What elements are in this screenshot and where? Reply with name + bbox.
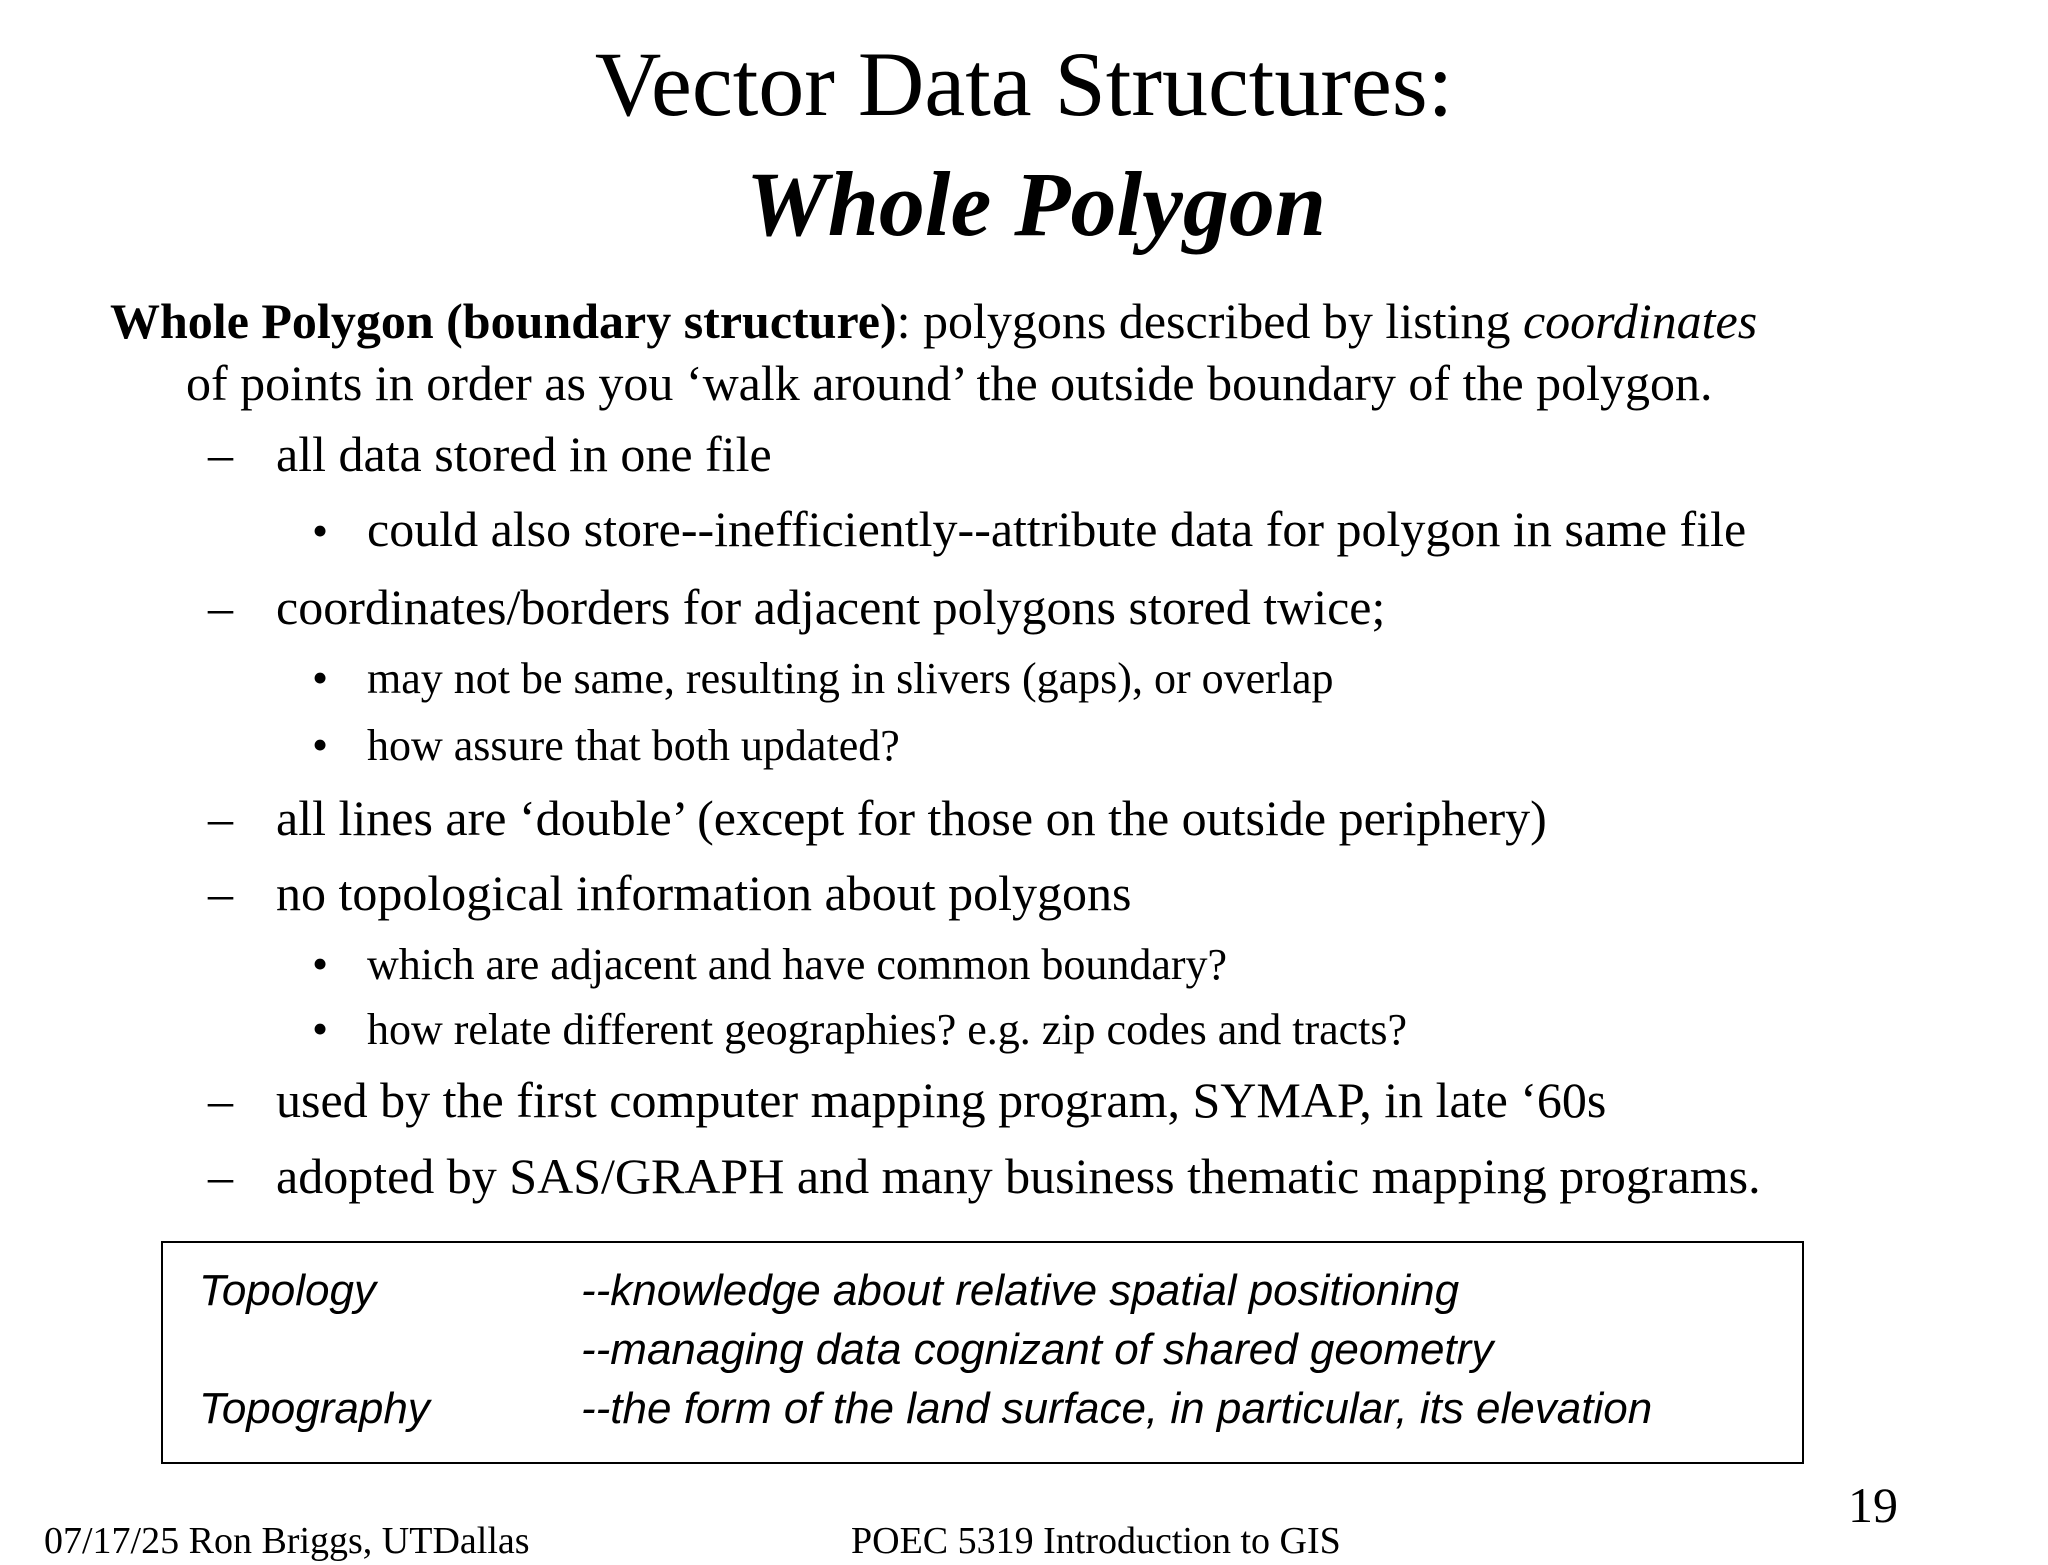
sub-list-item-text: which are adjacent and have common boundary? — [367, 940, 1228, 989]
bullet-marker: • — [312, 938, 329, 989]
footer-date-author: 07/17/25 Ron Briggs, UTDallas — [44, 1520, 530, 1562]
intro-emphasis: coordinates — [1522, 293, 1758, 349]
list-item — [208, 579, 1386, 635]
list-item-text: adopted by SAS/GRAPH and many business thematic mapping programs. — [276, 1148, 1761, 1204]
dash-marker: – — [208, 426, 233, 482]
bullet-marker: • — [312, 652, 329, 703]
slide-title: Vector Data Structures: — [594, 33, 1454, 135]
bullet-marker: • — [312, 1003, 329, 1054]
list-item-text: all lines are ‘double’ (except for those on the outside periphery) — [276, 790, 1547, 846]
sub-list-item-text: how assure that both updated? — [367, 721, 900, 770]
sub-list-item-text: may not be same, resulting in slivers (gaps), or overlap — [367, 654, 1334, 703]
dash-marker: – — [208, 1072, 233, 1128]
dash-marker: – — [208, 865, 233, 921]
list-item — [208, 426, 772, 482]
list-item-text: all data stored in one file — [276, 426, 772, 482]
sub-list-item — [312, 501, 1747, 557]
intro-text-b: of points in order as you ‘walk around’ the outside boundary of the polygon. — [186, 355, 1713, 411]
definition-text: --the form of the land surface, in particular, its elevation — [581, 1384, 1653, 1433]
intro-paragraph — [110, 290, 2010, 414]
page-number: 19 — [1848, 1477, 1898, 1533]
sub-list-item — [312, 719, 900, 770]
footer-course: POEC 5319 Introduction to GIS — [851, 1520, 1341, 1562]
dash-marker: – — [208, 1148, 233, 1204]
sub-list-item-text: how relate different geographies? e.g. zip codes and tracts? — [367, 1005, 1408, 1054]
bullet-marker: • — [312, 719, 329, 770]
intro-text-a: : polygons described by listing — [896, 293, 1523, 349]
list-item — [208, 1148, 1761, 1204]
list-item — [208, 790, 1547, 846]
intro-term: Whole Polygon (boundary structure) — [110, 293, 897, 349]
definition-text: --managing data cognizant of shared geometry — [581, 1325, 1494, 1374]
list-item-text: no topological information about polygons — [276, 865, 1132, 921]
sub-list-item — [312, 938, 1228, 989]
definition-text: --knowledge about relative spatial positioning — [581, 1266, 1460, 1315]
sub-list-item — [312, 652, 1334, 703]
bullet-marker: • — [312, 505, 329, 556]
definition-term-topology: Topology — [199, 1266, 376, 1315]
list-item — [208, 1072, 1607, 1128]
sub-list-item-text: could also store--inefficiently--attribute data for polygon in same file — [367, 501, 1747, 557]
sub-list-item — [312, 1003, 1408, 1054]
definition-term-topography: Topography — [199, 1384, 430, 1433]
list-item-text: coordinates/borders for adjacent polygons stored twice; — [276, 579, 1386, 635]
slide-subtitle: Whole Polygon — [745, 153, 1327, 255]
list-item-text: used by the first computer mapping program, SYMAP, in late ‘60s — [276, 1072, 1607, 1128]
list-item — [208, 865, 1132, 921]
dash-marker: – — [208, 790, 233, 846]
definitions-box — [161, 1241, 1804, 1464]
dash-marker: – — [208, 579, 233, 635]
